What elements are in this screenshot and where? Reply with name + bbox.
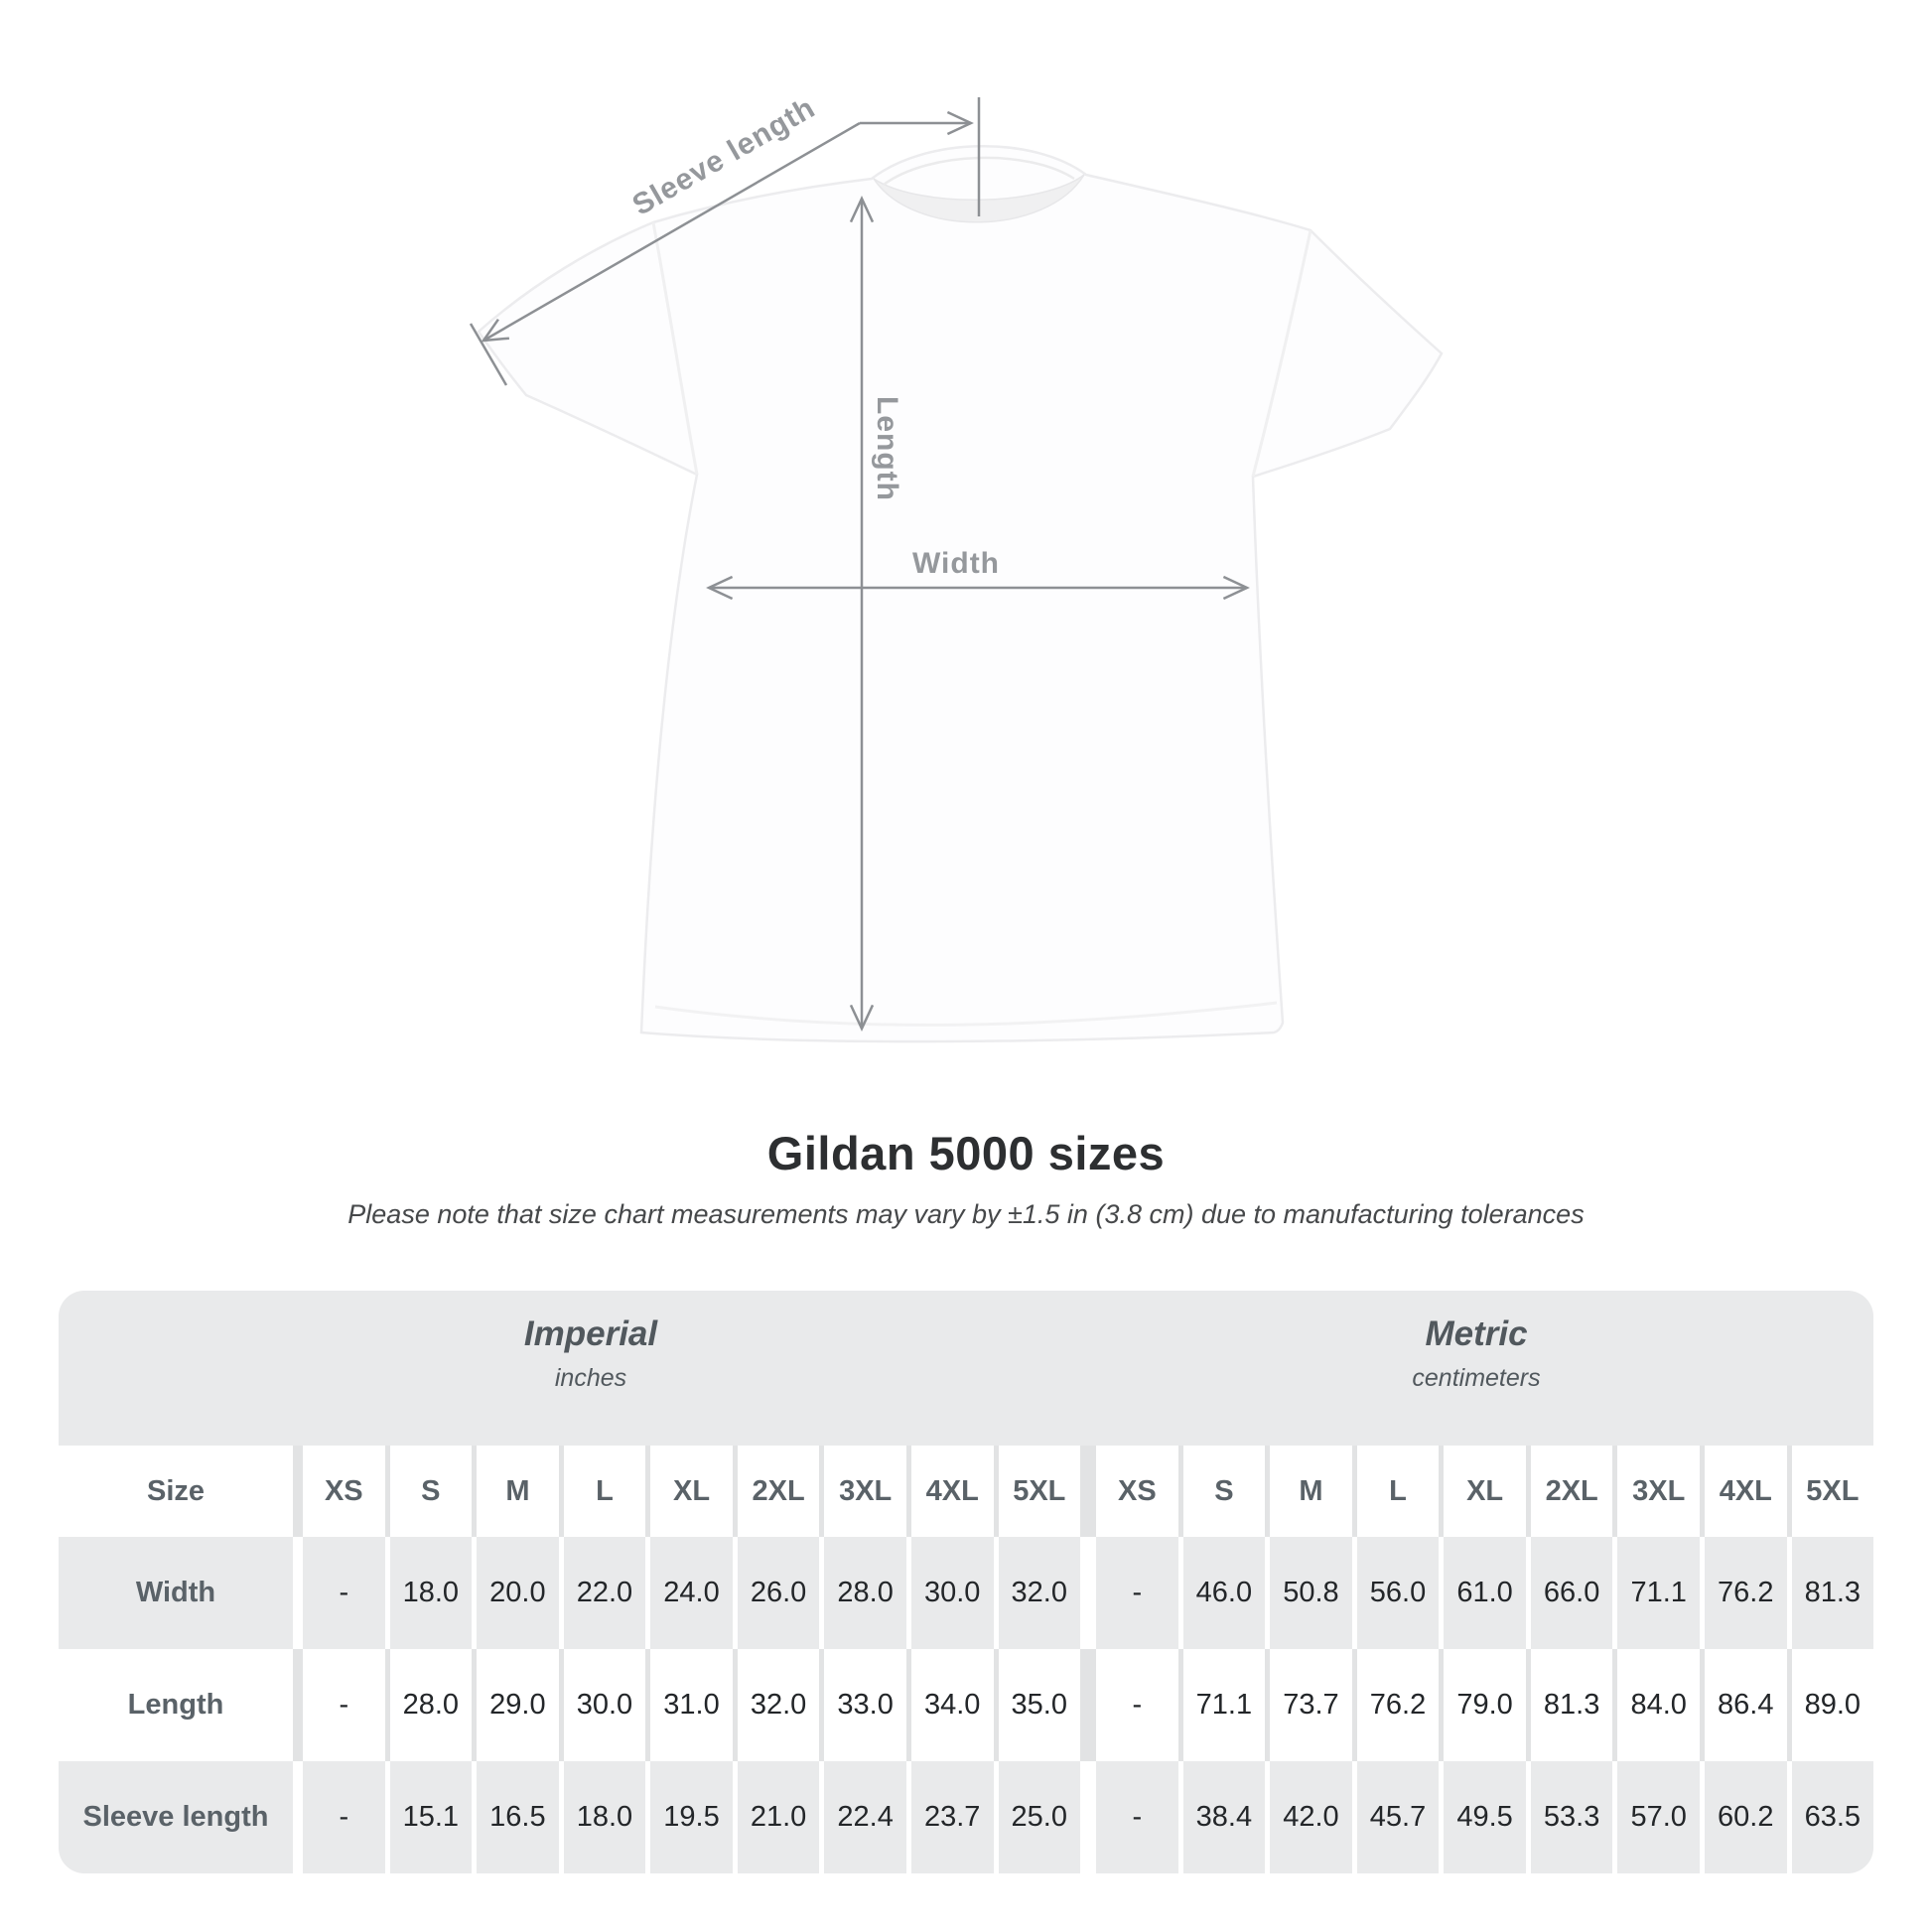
column-header-3xl-metric: 3XL xyxy=(1617,1446,1700,1537)
length-value: 71.1 xyxy=(1183,1649,1266,1761)
column-header-5xl-metric: 5XL xyxy=(1792,1446,1873,1537)
width-value: 24.0 xyxy=(650,1537,733,1649)
imperial-unit-label: inches xyxy=(554,1364,627,1392)
width-value: 18.0 xyxy=(390,1537,473,1649)
metric-label: Metric xyxy=(1425,1314,1528,1353)
length-value: 33.0 xyxy=(824,1649,906,1761)
sleeve-length-value: 23.7 xyxy=(911,1761,994,1873)
length-value: 73.7 xyxy=(1270,1649,1352,1761)
sleeve-length-value: 22.4 xyxy=(824,1761,906,1873)
column-header-l-metric: L xyxy=(1357,1446,1440,1537)
sleeve-length-value: 19.5 xyxy=(650,1761,733,1873)
imperial-label: Imperial xyxy=(523,1314,658,1353)
width-value: 32.0 xyxy=(999,1537,1081,1649)
table-header-row xyxy=(59,1446,1873,1537)
sleeve-length-value: 60.2 xyxy=(1705,1761,1787,1873)
length-value: 84.0 xyxy=(1617,1649,1700,1761)
length-value: 30.0 xyxy=(564,1649,646,1761)
length-value: 31.0 xyxy=(650,1649,733,1761)
length-value: 29.0 xyxy=(477,1649,559,1761)
column-header-xs-imperial: XS xyxy=(303,1446,385,1537)
row-label-length: Length xyxy=(59,1649,293,1761)
width-value: 28.0 xyxy=(824,1537,906,1649)
column-header-s-metric: S xyxy=(1183,1446,1266,1537)
sleeve-length-value: 42.0 xyxy=(1270,1761,1352,1873)
length-value: 76.2 xyxy=(1357,1649,1440,1761)
sleeve-length-value: - xyxy=(1096,1761,1178,1873)
length-value: 79.0 xyxy=(1444,1649,1526,1761)
column-header-5xl-imperial: 5XL xyxy=(999,1446,1081,1537)
width-value: 26.0 xyxy=(738,1537,820,1649)
width-value: 20.0 xyxy=(477,1537,559,1649)
width-value: 71.1 xyxy=(1617,1537,1700,1649)
column-header-size: Size xyxy=(59,1446,293,1537)
width-value: 30.0 xyxy=(911,1537,994,1649)
column-header-xs-metric: XS xyxy=(1096,1446,1178,1537)
column-header-xl-imperial: XL xyxy=(650,1446,733,1537)
sleeve-length-value: - xyxy=(303,1761,385,1873)
width-value: 22.0 xyxy=(564,1537,646,1649)
column-header-m-metric: M xyxy=(1270,1446,1352,1537)
column-header-s-imperial: S xyxy=(390,1446,473,1537)
length-value: 35.0 xyxy=(999,1649,1081,1761)
length-value: 28.0 xyxy=(390,1649,473,1761)
column-header-4xl-imperial: 4XL xyxy=(911,1446,994,1537)
column-header-2xl-imperial: 2XL xyxy=(738,1446,820,1537)
length-value: - xyxy=(303,1649,385,1761)
width-label: Width xyxy=(911,547,1001,580)
length-value: 32.0 xyxy=(738,1649,820,1761)
width-value: 56.0 xyxy=(1357,1537,1440,1649)
sleeve-length-label: Sleeve length xyxy=(626,90,821,222)
table-row-width xyxy=(59,1537,1873,1649)
sleeve-length-value: 63.5 xyxy=(1792,1761,1873,1873)
size-table xyxy=(59,1291,1873,1873)
column-header-l-imperial: L xyxy=(564,1446,646,1537)
length-value: 81.3 xyxy=(1531,1649,1613,1761)
width-value: 76.2 xyxy=(1705,1537,1787,1649)
width-value: - xyxy=(1096,1537,1178,1649)
unit-header-band xyxy=(59,1291,1873,1446)
width-value: 46.0 xyxy=(1183,1537,1266,1649)
column-header-xl-metric: XL xyxy=(1444,1446,1526,1537)
sleeve-length-value: 53.3 xyxy=(1531,1761,1613,1873)
row-label-width: Width xyxy=(59,1537,293,1649)
width-value: 50.8 xyxy=(1270,1537,1352,1649)
sleeve-length-value: 49.5 xyxy=(1444,1761,1526,1873)
length-label: Length xyxy=(871,396,903,501)
row-label-sleeve-length: Sleeve length xyxy=(59,1761,293,1873)
width-value: 61.0 xyxy=(1444,1537,1526,1649)
column-header-2xl-metric: 2XL xyxy=(1531,1446,1613,1537)
tshirt-body xyxy=(479,146,1442,1041)
width-value: 81.3 xyxy=(1792,1537,1873,1649)
tolerance-note: Please note that size chart measurements may vary by ±1.5 in (3.8 cm) due to manufacturing tolerances xyxy=(347,1199,1585,1229)
length-value: - xyxy=(1096,1649,1178,1761)
column-header-4xl-metric: 4XL xyxy=(1705,1446,1787,1537)
metric-group-header xyxy=(1412,1314,1540,1393)
width-value: - xyxy=(303,1537,385,1649)
length-value: 86.4 xyxy=(1705,1649,1787,1761)
sleeve-length-value: 57.0 xyxy=(1617,1761,1700,1873)
length-value: 34.0 xyxy=(911,1649,994,1761)
table-row-sleeve-length xyxy=(59,1761,1873,1873)
sleeve-length-value: 16.5 xyxy=(477,1761,559,1873)
column-header-3xl-imperial: 3XL xyxy=(824,1446,906,1537)
sleeve-length-value: 45.7 xyxy=(1357,1761,1440,1873)
length-value: 89.0 xyxy=(1792,1649,1873,1761)
sleeve-length-value: 25.0 xyxy=(999,1761,1081,1873)
page-title: Gildan 5000 sizes xyxy=(766,1127,1166,1179)
metric-unit-label: centimeters xyxy=(1412,1364,1541,1392)
sleeve-length-value: 21.0 xyxy=(738,1761,820,1873)
sleeve-length-value: 38.4 xyxy=(1183,1761,1266,1873)
width-value: 66.0 xyxy=(1531,1537,1613,1649)
sleeve-length-value: 15.1 xyxy=(390,1761,473,1873)
table-row-length xyxy=(59,1649,1873,1761)
sleeve-length-value: 18.0 xyxy=(564,1761,646,1873)
column-header-m-imperial: M xyxy=(477,1446,559,1537)
imperial-group-header xyxy=(524,1314,657,1393)
